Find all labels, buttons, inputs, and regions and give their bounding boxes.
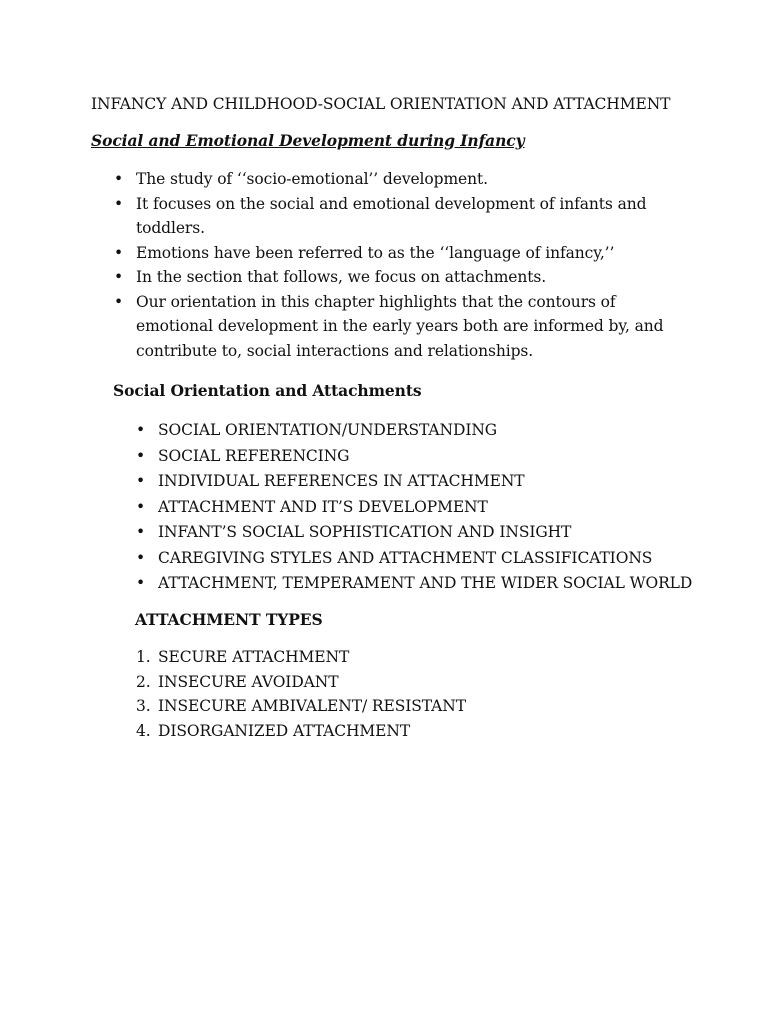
list-item <box>136 719 636 744</box>
section-heading: Social and Emotional Development during Infancy <box>91 131 525 150</box>
attachment-types-heading: ATTACHMENT TYPES <box>135 610 323 629</box>
list-item: • The study of ‘‘socio-emotional’’ development. <box>114 167 694 192</box>
list-item: • Our orientation in this chapter highlights that the contours of emotional development in the early years both are informed by, and contribute to, social interactions and relationships. <box>114 290 694 364</box>
list-number: 1. <box>136 648 151 666</box>
document-title: INFANCY AND CHILDHOOD-SOCIAL ORIENTATION AND ATTACHMENT <box>91 95 671 113</box>
list-item <box>136 645 636 670</box>
list-item: • In the section that follows, we focus on attachments. <box>114 265 694 290</box>
attachment-types-list <box>136 645 636 743</box>
development-bullet-list <box>114 167 694 363</box>
list-item: • It focuses on the social and emotional development of infants and toddlers. <box>114 192 694 241</box>
list-item: • CAREGIVING STYLES AND ATTACHMENT CLASSIFICATIONS <box>136 546 736 572</box>
sub-heading: Social Orientation and Attachments <box>113 381 422 400</box>
list-item: • SOCIAL ORIENTATION/UNDERSTANDING <box>136 418 736 444</box>
list-item-label: INSECURE AVOIDANT <box>158 672 339 691</box>
list-item: • Emotions have been referred to as the ‘‘language of infancy,’’ <box>114 241 694 266</box>
list-item: • SOCIAL REFERENCING <box>136 444 736 470</box>
list-item-label: SECURE ATTACHMENT <box>158 648 350 666</box>
list-item: • ATTACHMENT, TEMPERAMENT AND THE WIDER SOCIAL WORLD <box>136 571 736 597</box>
topics-bullet-list <box>136 418 736 597</box>
list-item <box>136 670 636 695</box>
list-item <box>136 694 636 719</box>
list-item: • ATTACHMENT AND IT’S DEVELOPMENT <box>136 495 736 521</box>
list-item: • INFANT’S SOCIAL SOPHISTICATION AND INSIGHT <box>136 520 736 546</box>
list-number: 2. <box>136 672 151 691</box>
list-number: 4. <box>136 721 151 740</box>
list-number: 3. <box>136 697 151 715</box>
list-item: • INDIVIDUAL REFERENCES IN ATTACHMENT <box>136 469 736 495</box>
list-item-label: INSECURE AMBIVALENT/ RESISTANT <box>158 697 466 715</box>
list-item-label: DISORGANIZED ATTACHMENT <box>158 721 411 740</box>
